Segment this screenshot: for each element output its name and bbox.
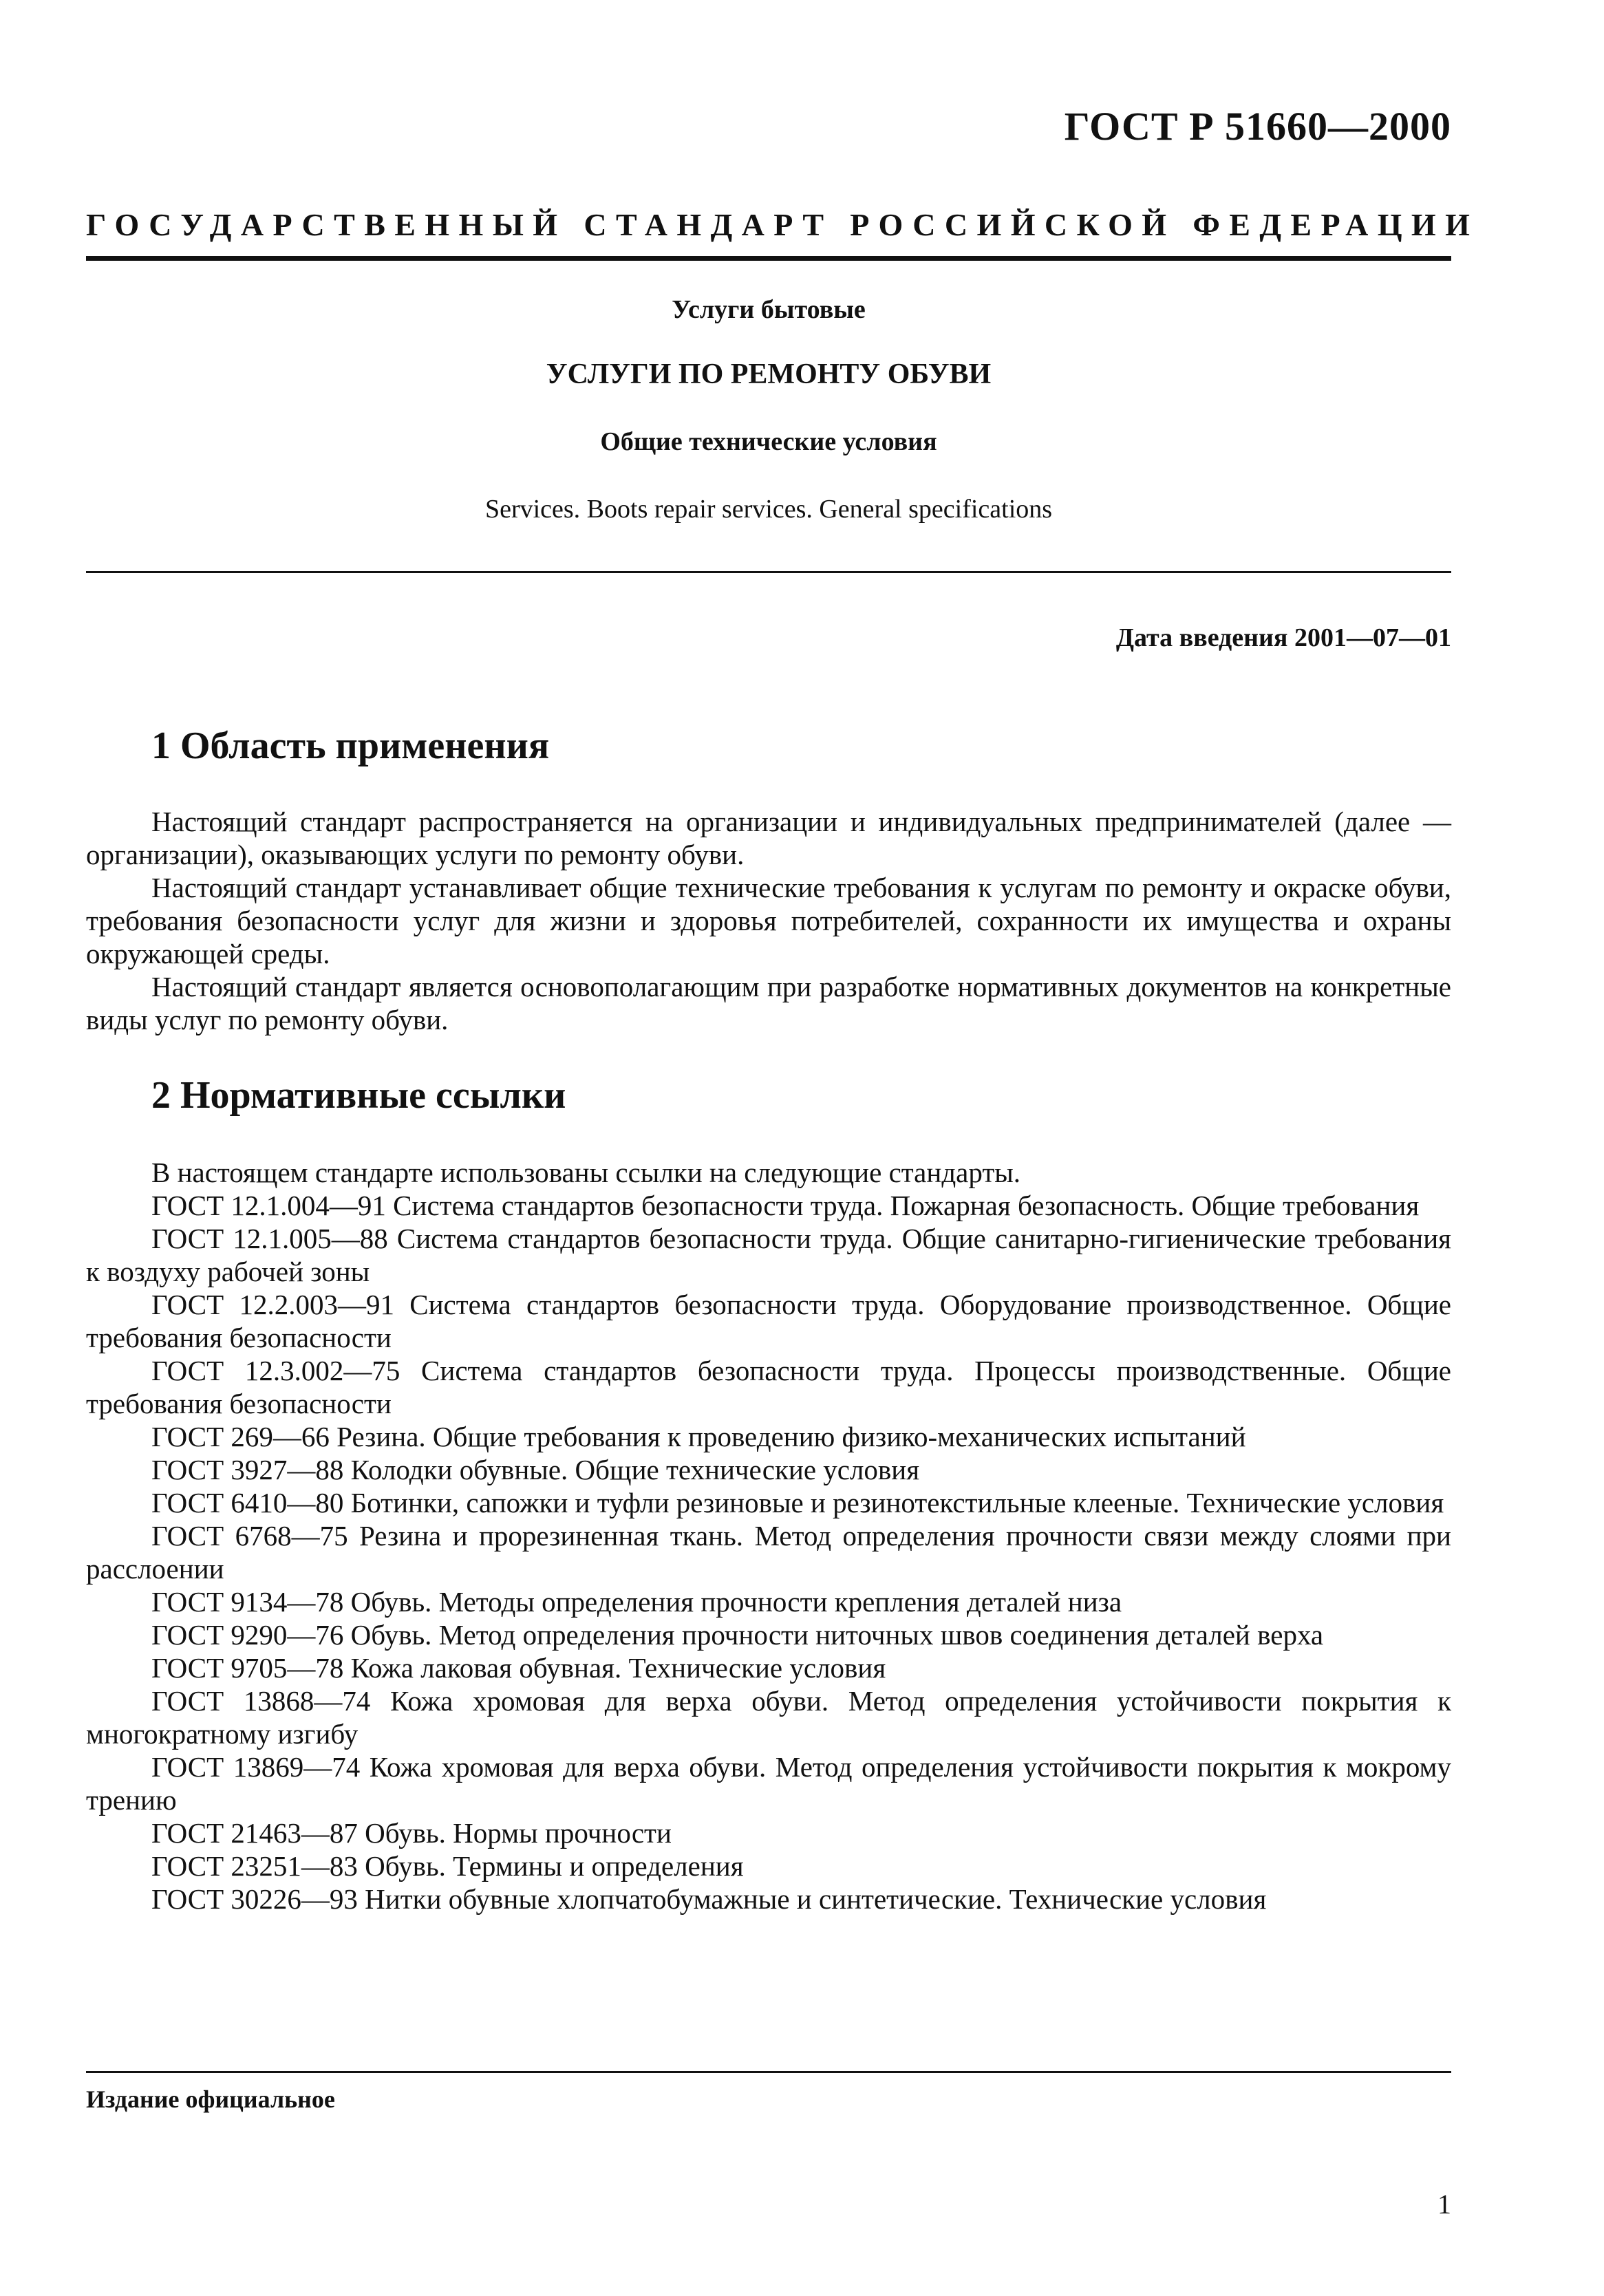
section-2-heading: 2 Нормативные ссылки (151, 1074, 566, 1117)
section-2-body (86, 1156, 1451, 1916)
page-number: 1 (1437, 2189, 1451, 2220)
reference-item: ГОСТ 12.2.003—91 Система стандартов безопасности труда. Оборудование производственное. Общие требования безопасности (86, 1289, 1451, 1353)
subtitle: Общие технические условия (600, 427, 937, 456)
reference-item: ГОСТ 30226—93 Нитки обувные хлопчатобумажные и синтетические. Технические условия (151, 1883, 1267, 1915)
reference-item: ГОСТ 23251—83 Обувь. Термины и определения (151, 1850, 744, 1882)
reference-item: ГОСТ 21463—87 Обувь. Нормы прочности (151, 1817, 672, 1849)
reference-item: ГОСТ 6768—75 Резина и прорезиненная ткань. Метод определения прочности связи между слоями при расслоении (86, 1520, 1451, 1585)
introduction-date: Дата введения 2001—07—01 (1115, 623, 1451, 652)
reference-item: ГОСТ 12.1.004—91 Система стандартов безопасности труда. Пожарная безопасность. Общие требования (151, 1190, 1420, 1221)
paragraph: В настоящем стандарте использованы ссылки на следующие стандарты. (151, 1157, 1021, 1188)
document-number: ГОСТ Р 51660—2000 (1064, 104, 1451, 149)
title-rule (86, 571, 1451, 573)
paragraph: Настоящий стандарт является основополагающим при разработке нормативных документов на конкретные виды услуг по ремонту обуви. (86, 971, 1451, 1036)
reference-item: ГОСТ 9134—78 Обувь. Методы определения прочности крепления деталей низа (151, 1586, 1122, 1618)
reference-item: ГОСТ 9705—78 Кожа лаковая обувная. Технические условия (151, 1652, 886, 1684)
paragraph: Настоящий стандарт распространяется на организации и индивидуальных предпринимателей (далее — организации), оказывающих услуги по ремонту обуви. (86, 806, 1451, 870)
edition-note: Издание официальное (86, 2085, 335, 2113)
reference-item: ГОСТ 12.1.005—88 Система стандартов безопасности труда. Общие санитарно-гигиенические требования к воздуху рабочей зоны (86, 1223, 1451, 1287)
section-1-body (86, 805, 1451, 1036)
reference-item: ГОСТ 269—66 Резина. Общие требования к проведению физико-механических испытаний (151, 1421, 1246, 1452)
main-title: УСЛУГИ ПО РЕМОНТУ ОБУВИ (546, 358, 992, 390)
footer-rule (86, 2071, 1451, 2073)
section-1-heading: 1 Область применения (151, 725, 550, 767)
reference-item: ГОСТ 3927—88 Колодки обувные. Общие технические условия (151, 1454, 920, 1485)
standard-banner: ГОСУДАРСТВЕННЫЙ СТАНДАРТ РОССИЙСКОЙ ФЕДЕРАЦИИ (86, 207, 1479, 242)
category-title: Услуги бытовые (672, 295, 866, 324)
english-title: Services. Boots repair services. General specifications (484, 495, 1053, 524)
reference-item: ГОСТ 6410—80 Ботинки, сапожки и туфли резиновые и резинотекстильные клееные. Технические условия (151, 1487, 1444, 1519)
reference-item: ГОСТ 12.3.002—75 Система стандартов безопасности труда. Процессы производственные. Общие требования безопасности (86, 1355, 1451, 1419)
reference-list (86, 1189, 1451, 1916)
header-rule (86, 256, 1451, 261)
reference-item: ГОСТ 9290—76 Обувь. Метод определения прочности ниточных швов соединения деталей верха (151, 1619, 1324, 1651)
paragraph: Настоящий стандарт устанавливает общие технические требования к услугам по ремонту и окраске обуви, требования безопасности услуг для жизни и здоровья потребителей, сохранности их имущества и охраны окружающей среды. (86, 872, 1451, 969)
reference-item: ГОСТ 13869—74 Кожа хромовая для верха обуви. Метод определения устойчивости покрытия к мокрому трению (86, 1751, 1451, 1816)
reference-item: ГОСТ 13868—74 Кожа хромовая для верха обуви. Метод определения устойчивости покрытия к многократному изгибу (86, 1685, 1451, 1750)
